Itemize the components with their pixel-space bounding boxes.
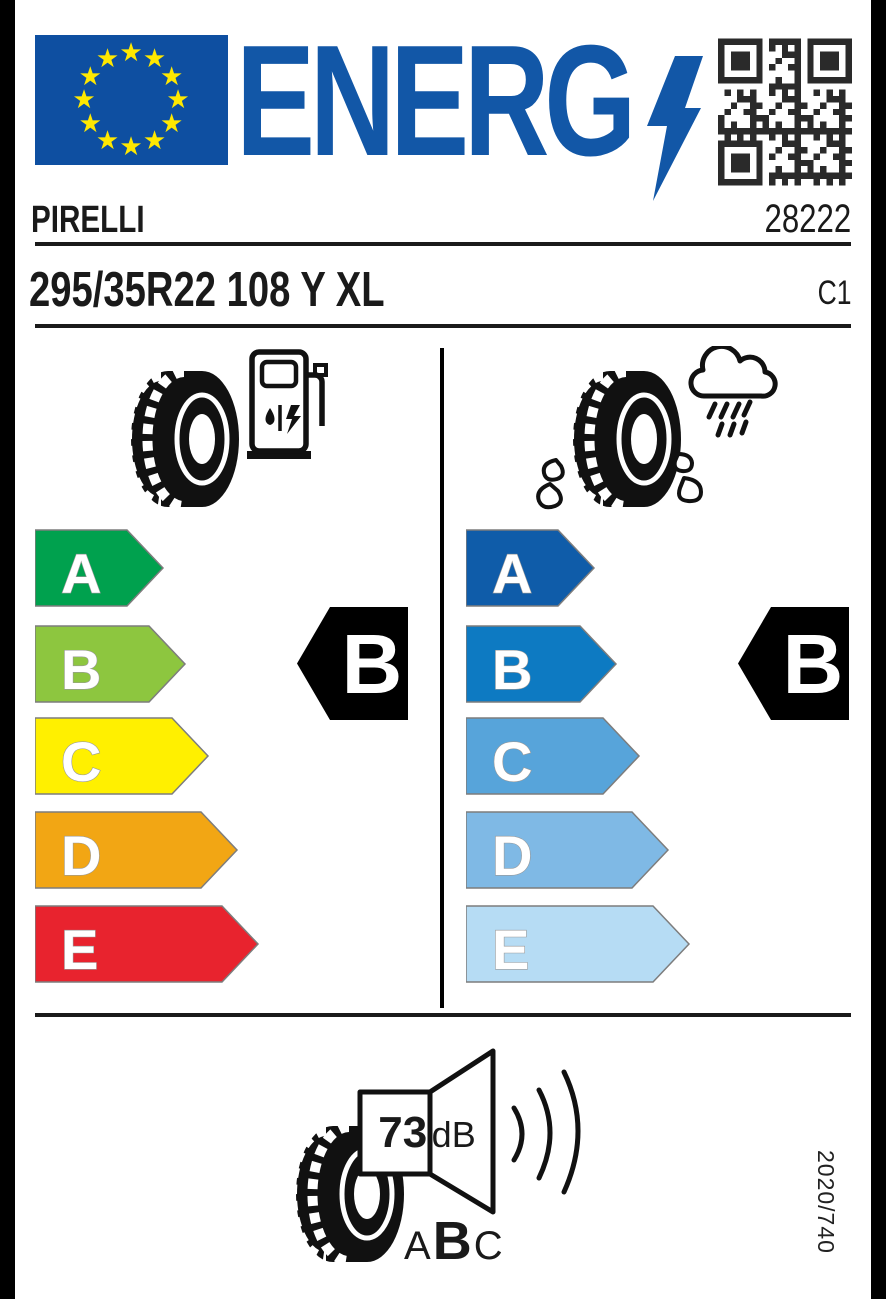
qr-module	[718, 128, 724, 134]
qr-module	[826, 134, 832, 140]
qr-module	[788, 109, 794, 115]
divider-line-middle	[35, 324, 851, 328]
tire-icon-fuel	[128, 368, 240, 515]
column-divider	[440, 348, 444, 1008]
wet-arrow-D	[466, 812, 668, 888]
noise-level	[362, 1108, 492, 1158]
qr-module	[795, 71, 801, 77]
qr-module	[782, 90, 788, 96]
qr-module	[750, 90, 756, 96]
qr-module	[801, 102, 807, 108]
qr-module	[731, 128, 737, 134]
qr-module	[795, 134, 801, 140]
qr-module	[724, 90, 730, 96]
qr-module	[750, 96, 756, 102]
qr-module	[737, 96, 743, 102]
qr-module	[769, 83, 775, 89]
qr-module	[750, 109, 756, 115]
qr-module	[839, 96, 845, 102]
qr-module	[769, 153, 775, 159]
qr-module	[807, 128, 813, 134]
qr-module	[839, 128, 845, 134]
qr-module	[801, 115, 807, 121]
qr-module	[795, 45, 801, 51]
qr-module	[737, 134, 743, 140]
qr-module	[769, 109, 775, 115]
eu-star-icon: ★	[160, 107, 184, 138]
rain-cloud-icon	[680, 346, 782, 442]
qr-module	[763, 115, 769, 121]
qr-module	[782, 83, 788, 89]
divider-line-top	[35, 242, 851, 246]
qr-module	[775, 39, 781, 45]
qr-module	[750, 122, 756, 128]
fuel-rating-letter: B	[341, 617, 403, 711]
qr-module	[769, 134, 775, 140]
eu-star-icon: ★	[78, 107, 102, 138]
wet-arrow-shape	[466, 626, 616, 702]
qr-module	[839, 141, 845, 147]
qr-module	[731, 122, 737, 128]
qr-module	[744, 128, 750, 134]
qr-module	[795, 128, 801, 134]
eu-star-icon: ★	[166, 84, 190, 114]
noise-class-b-selected: B	[432, 1211, 474, 1271]
qr-module	[807, 173, 813, 179]
wet-grip-rating-badge	[737, 606, 850, 721]
qr-module	[820, 166, 826, 172]
qr-module	[731, 51, 750, 70]
qr-module	[795, 115, 801, 121]
sound-waves-icon	[514, 1072, 578, 1192]
qr-module	[814, 90, 820, 96]
tyre-size-text: 295/35R22 108 Y XL	[29, 263, 385, 317]
qr-module	[839, 134, 845, 140]
qr-module	[846, 102, 852, 108]
qr-module	[807, 160, 813, 166]
qr-module	[833, 153, 839, 159]
qr-module	[826, 128, 832, 134]
tyre-class-text: C1	[817, 274, 851, 312]
qr-module	[833, 109, 839, 115]
bolt-shape	[647, 56, 703, 201]
qr-module	[775, 166, 781, 172]
qr-module	[769, 39, 775, 45]
wet-arrow-B	[466, 626, 616, 702]
qr-module	[795, 77, 801, 83]
qr-module	[801, 160, 807, 166]
qr-module	[718, 122, 724, 128]
qr-module	[833, 96, 839, 102]
qr-module	[795, 102, 801, 108]
tyre-class	[808, 274, 851, 313]
qr-module	[801, 128, 807, 134]
fuel-arrow-A	[35, 530, 163, 606]
qr-module	[820, 102, 826, 108]
qr-module	[750, 102, 756, 108]
qr-module	[814, 179, 820, 185]
wet-arrow-A	[466, 530, 594, 606]
supplier-name-text: PIRELLI	[31, 199, 145, 241]
qr-module	[846, 173, 852, 179]
noise-unit: dB	[431, 1114, 476, 1155]
qr-module	[788, 39, 794, 45]
qr-module	[724, 109, 730, 115]
supplier-name	[31, 199, 177, 242]
fuel-arrow-E	[35, 906, 258, 982]
wet-arrow-C	[466, 718, 639, 794]
qr-module	[839, 109, 845, 115]
qr-module	[750, 115, 756, 121]
qr-module	[795, 39, 801, 45]
qr-module	[744, 96, 750, 102]
qr-module	[826, 96, 832, 102]
qr-module	[769, 128, 775, 134]
qr-module	[807, 122, 813, 128]
qr-module	[833, 173, 839, 179]
wet-arrow-E	[466, 906, 689, 982]
qr-module	[795, 96, 801, 102]
qr-module	[814, 134, 820, 140]
qr-module	[795, 83, 801, 89]
qr-code-icon	[718, 38, 852, 186]
eu-flag-icon	[35, 35, 228, 165]
qr-module	[795, 90, 801, 96]
qr-module	[795, 147, 801, 153]
qr-module	[814, 109, 820, 115]
qr-module	[839, 173, 845, 179]
wet-grade-letter: A	[492, 542, 533, 605]
qr-module	[788, 96, 794, 102]
fuel-grade-letter: D	[61, 824, 102, 887]
qr-module	[788, 51, 794, 57]
qr-module	[744, 109, 750, 115]
qr-module	[782, 173, 788, 179]
qr-module	[839, 147, 845, 153]
qr-module	[839, 90, 845, 96]
qr-module	[731, 153, 750, 172]
lightning-bolt-icon	[645, 56, 703, 201]
divider-line-bottom	[35, 1013, 851, 1017]
tyre-size-designation	[29, 262, 485, 318]
qr-module	[788, 83, 794, 89]
qr-module	[750, 128, 756, 134]
qr-module	[826, 141, 832, 147]
qr-module	[801, 173, 807, 179]
qr-module	[839, 166, 845, 172]
qr-module	[782, 39, 788, 45]
qr-module	[795, 58, 801, 64]
qr-module	[820, 173, 826, 179]
qr-module	[788, 153, 794, 159]
qr-module	[801, 147, 807, 153]
qr-module	[826, 90, 832, 96]
qr-module	[839, 153, 845, 159]
fuel-arrow-C	[35, 718, 208, 794]
qr-module	[724, 134, 730, 140]
qr-module	[839, 115, 845, 121]
qr-module	[814, 173, 820, 179]
qr-module	[795, 122, 801, 128]
energ-logo: ENERG	[236, 13, 632, 189]
qr-module	[795, 173, 801, 179]
qr-module	[769, 173, 775, 179]
qr-module	[807, 166, 813, 172]
qr-module	[775, 147, 781, 153]
qr-module	[724, 128, 730, 134]
fuel-arrow-B	[35, 626, 185, 702]
qr-module	[846, 160, 852, 166]
qr-module	[820, 51, 839, 70]
qr-module	[826, 179, 832, 185]
qr-module	[775, 122, 781, 128]
qr-module	[731, 102, 737, 108]
qr-module	[795, 51, 801, 57]
qr-module	[782, 128, 788, 134]
fuel-arrow-D	[35, 812, 237, 888]
qr-module	[775, 128, 781, 134]
qr-module	[769, 90, 775, 96]
qr-module	[820, 122, 826, 128]
qr-module	[769, 179, 775, 185]
qr-module	[756, 102, 762, 108]
fuel-grade-letter: E	[61, 918, 99, 981]
label-right-border	[871, 0, 886, 1299]
qr-module	[846, 128, 852, 134]
qr-module	[782, 141, 788, 147]
regulation-reference: 2020/740	[813, 1150, 839, 1254]
qr-module	[782, 45, 788, 51]
noise-value: 73	[378, 1108, 428, 1157]
fuel-grade-letter: B	[61, 638, 102, 701]
fuel-efficiency-scale	[35, 528, 270, 986]
qr-module	[839, 160, 845, 166]
qr-module	[788, 128, 794, 134]
qr-module	[750, 134, 756, 140]
noise-class-c: C	[473, 1224, 505, 1268]
fuel-arrow-shape	[35, 626, 185, 702]
qr-module	[775, 58, 781, 64]
fuel-grade-letter: A	[61, 542, 102, 605]
fuel-pump-icon	[246, 348, 328, 460]
qr-module	[763, 128, 769, 134]
qr-module	[795, 153, 801, 159]
qr-module	[795, 141, 801, 147]
qr-module	[788, 64, 794, 70]
tire-shape	[128, 368, 240, 510]
qr-module	[775, 77, 781, 83]
qr-module	[820, 147, 826, 153]
model-code	[740, 197, 851, 242]
qr-module	[756, 128, 762, 134]
eu-star-icon: ★	[95, 43, 120, 74]
qr-module	[788, 141, 794, 147]
qr-module	[833, 128, 839, 134]
rain-cloud-shape	[691, 346, 775, 435]
eu-star-icon: ★	[160, 60, 184, 91]
label-left-border	[0, 0, 15, 1299]
qr-module	[795, 160, 801, 166]
qr-module	[782, 96, 788, 102]
qr-module	[820, 128, 826, 134]
qr-module	[826, 173, 832, 179]
qr-module	[756, 115, 762, 121]
qr-module	[737, 128, 743, 134]
eu-star-icon: ★	[95, 124, 120, 155]
wet-grip-scale	[466, 528, 701, 986]
eu-star-icon: ★	[119, 37, 143, 67]
qr-module	[814, 128, 820, 134]
fuel-rating-badge	[296, 606, 409, 721]
qr-module	[769, 45, 775, 51]
qr-module	[839, 102, 845, 108]
eu-star-icon: ★	[78, 60, 102, 91]
wet-grade-letter: E	[492, 918, 530, 981]
qr-module	[795, 64, 801, 70]
qr-module	[763, 122, 769, 128]
qr-module	[782, 134, 788, 140]
qr-module	[807, 115, 813, 121]
qr-module	[839, 179, 845, 185]
qr-module	[718, 115, 724, 121]
qr-module	[775, 173, 781, 179]
eu-star-icon: ★	[142, 43, 167, 74]
wet-grade-letter: C	[492, 730, 533, 793]
qr-module	[795, 109, 801, 115]
qr-module	[775, 102, 781, 108]
qr-module	[795, 166, 801, 172]
qr-module	[769, 64, 775, 70]
eu-star-icon: ★	[119, 131, 143, 161]
noise-class-scale	[404, 1210, 505, 1272]
eu-star-icon: ★	[142, 124, 167, 155]
qr-module	[782, 179, 788, 185]
eu-star-icon: ★	[72, 84, 96, 114]
noise-class-a: A	[404, 1224, 433, 1268]
fuel-grade-letter: C	[61, 730, 102, 793]
qr-module	[846, 147, 852, 153]
wet-grade-letter: D	[492, 824, 533, 887]
qr-module	[814, 153, 820, 159]
qr-module	[795, 179, 801, 185]
wet-grip-rating-letter: B	[782, 617, 844, 711]
qr-module	[782, 51, 788, 57]
model-code-text: 28222	[764, 197, 851, 241]
qr-module	[775, 83, 781, 89]
qr-module	[846, 115, 852, 121]
qr-module	[833, 141, 839, 147]
qr-module	[788, 173, 794, 179]
qr-module	[839, 122, 845, 128]
qr-module	[737, 90, 743, 96]
wet-grade-letter: B	[492, 638, 533, 701]
fuel-pump-shape	[247, 352, 326, 459]
